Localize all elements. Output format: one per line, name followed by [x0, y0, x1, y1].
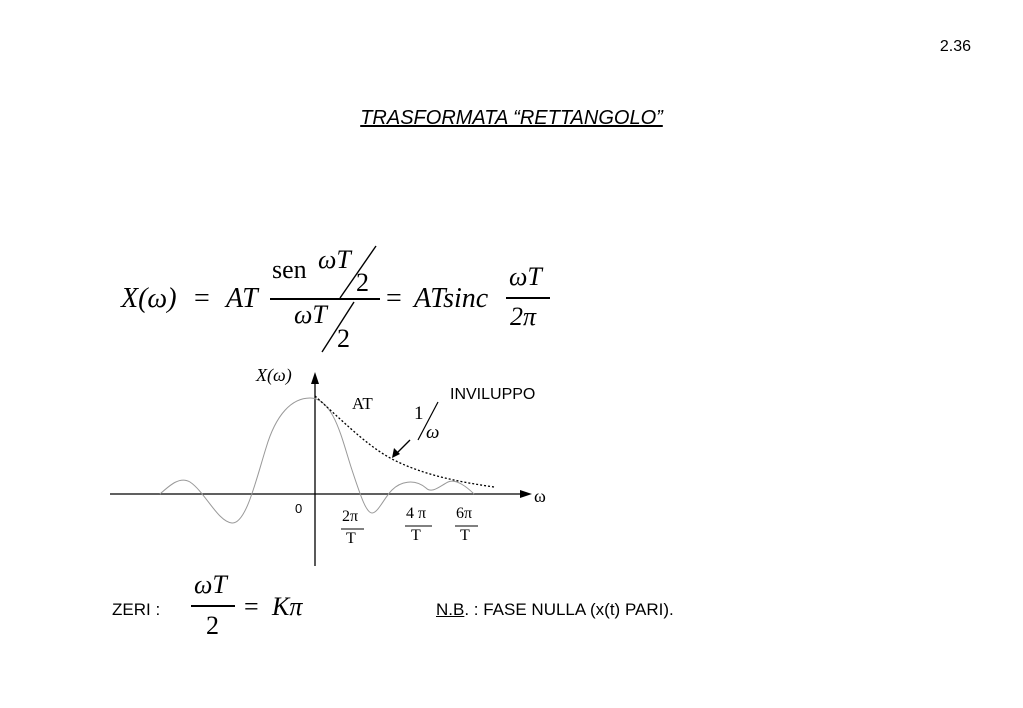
note-nb: N.B — [436, 600, 465, 619]
zeros-rhs: Kπ — [272, 592, 303, 621]
zeros-den: 2 — [206, 611, 219, 640]
zeros-num: ωT — [194, 570, 227, 599]
envelope-expr-num: 1 — [414, 403, 424, 424]
envelope-expr-den: ω — [426, 422, 440, 443]
x-axis-arrow — [520, 490, 532, 498]
envelope-arrow-line — [396, 440, 410, 454]
formula-num-omega-t: ωT — [318, 245, 351, 274]
zeros-label: ZERI : — [112, 600, 161, 619]
tick-3-den: T — [460, 527, 470, 544]
note-text: . : FASE NULLA (x(t) PARI). — [464, 600, 674, 619]
formula-equals-1: = — [194, 283, 210, 314]
peak-label: AT — [352, 394, 373, 413]
zeros-equals: = — [244, 592, 259, 621]
page-number: 2.36 — [939, 38, 971, 55]
formula-sinc-den: 2π — [510, 302, 537, 331]
zeros-fraction-line — [191, 605, 235, 607]
formula-den-omega-t: ωT — [294, 300, 327, 329]
formula-sinc-num: ωT — [509, 262, 542, 291]
y-axis-arrow — [311, 372, 319, 384]
sinc-curve — [160, 398, 474, 523]
envelope-label: INVILUPPO — [450, 386, 536, 403]
tick-2-den: T — [411, 527, 421, 544]
origin-label: 0 — [295, 501, 303, 516]
envelope-curve — [315, 396, 494, 487]
tick-1-num: 2π — [342, 508, 359, 525]
formula-num-two: 2 — [356, 268, 369, 297]
tick-1-den: T — [346, 530, 356, 547]
tick-3-num: 6π — [456, 505, 473, 522]
formula-equals-2: = — [386, 283, 402, 314]
y-axis-label: X(ω) — [256, 365, 292, 385]
envelope-arrowhead — [392, 448, 400, 458]
tick-2-num: 4 π — [406, 505, 427, 522]
x-axis-label: ω — [534, 486, 546, 506]
slide-title: TRASFORMATA “RETTANGOLO” — [360, 107, 663, 129]
formula-at: AT — [226, 283, 258, 314]
formula-atsinc: ATsinc — [414, 283, 489, 314]
formula-den-two: 2 — [337, 324, 350, 353]
formula-lhs: X(ω) — [121, 283, 177, 314]
note — [436, 600, 674, 620]
formula-sen: sen — [272, 255, 307, 284]
